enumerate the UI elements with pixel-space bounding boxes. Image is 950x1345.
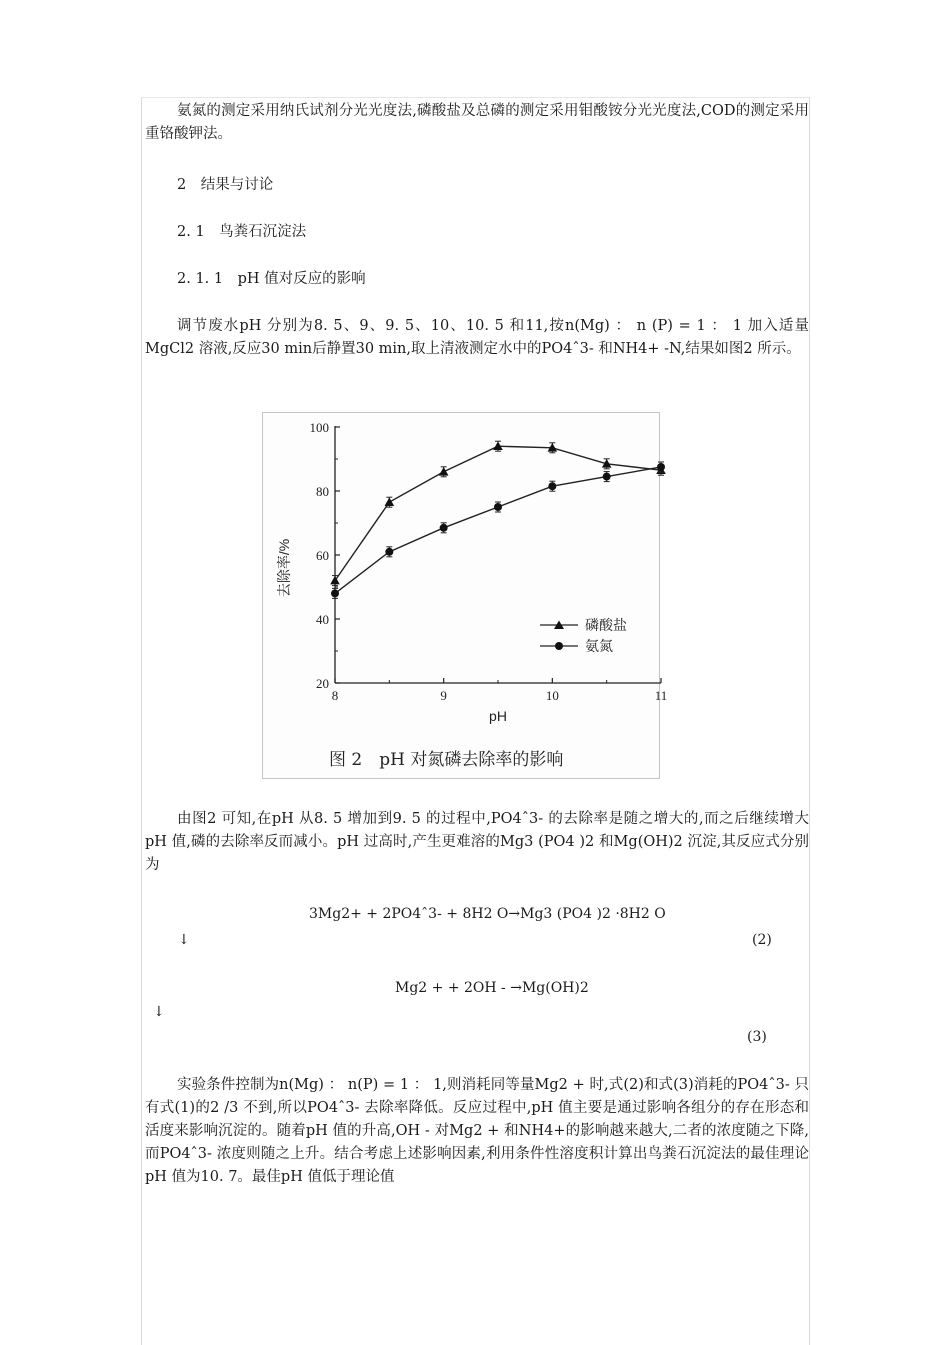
x-tick-label: 10 [545, 688, 559, 703]
legend-marker-ammonia [555, 642, 563, 650]
equation-2-number: (2) [752, 932, 772, 948]
data-point-phosphate [439, 467, 449, 476]
data-point-ammonia [440, 524, 448, 532]
section-heading-2-1-1: 2. 1. 1 pH 值对反应的影响 [177, 271, 366, 287]
figure-2 [262, 412, 668, 779]
x-tick-label: 8 [331, 688, 339, 703]
data-point-ammonia [331, 589, 339, 597]
data-point-ammonia [603, 473, 611, 481]
equation-3-number: (3) [747, 1029, 767, 1045]
section-heading-2-1: 2. 1 鸟粪石沉淀法 [177, 224, 307, 240]
x-tick-label: 11 [654, 688, 668, 703]
x-axis-label: pH [489, 708, 507, 724]
paragraph-ph-adjust: 调节废水pH 分别为8. 5、9、9. 5、10、10. 5 和11,按n(Mg) ： n (P) = 1 ： 1 加入适量MgCl2 溶液,反应30 min后静置30 min,取上清液测定水中的PO4ˆ3- 和NH4+ -N,结果如图2 所示。 [145, 318, 809, 357]
series-line-1 [335, 467, 661, 593]
legend-label-ammonia: 氨氮 [585, 639, 613, 655]
equation-3-formula: Mg2 + + 2OH - →Mg(OH)2 [395, 980, 589, 996]
x-tick-label: 9 [440, 688, 447, 703]
data-point-ammonia [548, 482, 556, 490]
series-line-0 [335, 446, 661, 580]
y-tick-label: 20 [316, 676, 329, 691]
chart-svg [263, 413, 668, 778]
data-point-ammonia [657, 463, 665, 471]
y-tick-label: 80 [316, 484, 329, 499]
data-point-phosphate [330, 576, 340, 585]
legend-label-phosphate: 磷酸盐 [585, 618, 627, 634]
y-tick-label: 100 [309, 420, 329, 435]
y-tick-label: 60 [316, 548, 329, 563]
legend [540, 617, 627, 655]
y-axis-label: 去除率/% [276, 538, 292, 598]
data-point-phosphate [385, 497, 395, 506]
intro-paragraph: 氨氮的测定采用纳氏试剂分光光度法,磷酸盐及总磷的测定采用钼酸铵分光光度法,COD的测定采用重铬酸钾法。 [145, 103, 809, 142]
data-point-ammonia [385, 548, 393, 556]
figure-caption: 图 2 pH 对氮磷去除率的影响 [329, 750, 564, 770]
equation-2-arrow: ↓ [178, 932, 190, 948]
paragraph-discussion: 由图2 可知,在pH 从8. 5 增加到9. 5 的过程中,PO4ˆ3- 的去除率是随之增大的,而之后继续增大pH 值,磷的去除率反而减小。pH 过高时,产生更难溶的Mg3 (PO4 )2 和Mg(OH)2 沉淀,其反应式分别为 [145, 811, 810, 873]
section-heading-2: 2 结果与讨论 [177, 177, 274, 193]
equation-2-formula: 3Mg2+ + 2PO4ˆ3- + 8H2 O→Mg3 (PO4 )2 ·8H2 O [309, 906, 666, 922]
paragraph-conclusion: 实验条件控制为n(Mg) ： n(P) = 1 ： 1,则消耗同等量Mg2 + 时,式(2)和式(3)消耗的PO4ˆ3- 只有式(1)的2 /3 不到,所以PO4ˆ3- 去除率降低。反应过程中,pH 值主要是通过影响各组分的存在形态和活度来影响沉淀的。随着pH 值的升高,OH - 对Mg2 + 和NH4+的影响越来越大,二者的浓度随之下降,而PO4ˆ3- 浓度则随之上升。结合考虑上述影响因素,利用条件性溶度积计算出鸟粪石沉淀法的最佳理论pH 值为10. 7。最佳pH 值低于理论值 [145, 1077, 809, 1185]
equation-3-arrow: ↓ [153, 1004, 165, 1020]
data-point-ammonia [494, 503, 502, 511]
y-tick-label: 40 [316, 612, 329, 627]
